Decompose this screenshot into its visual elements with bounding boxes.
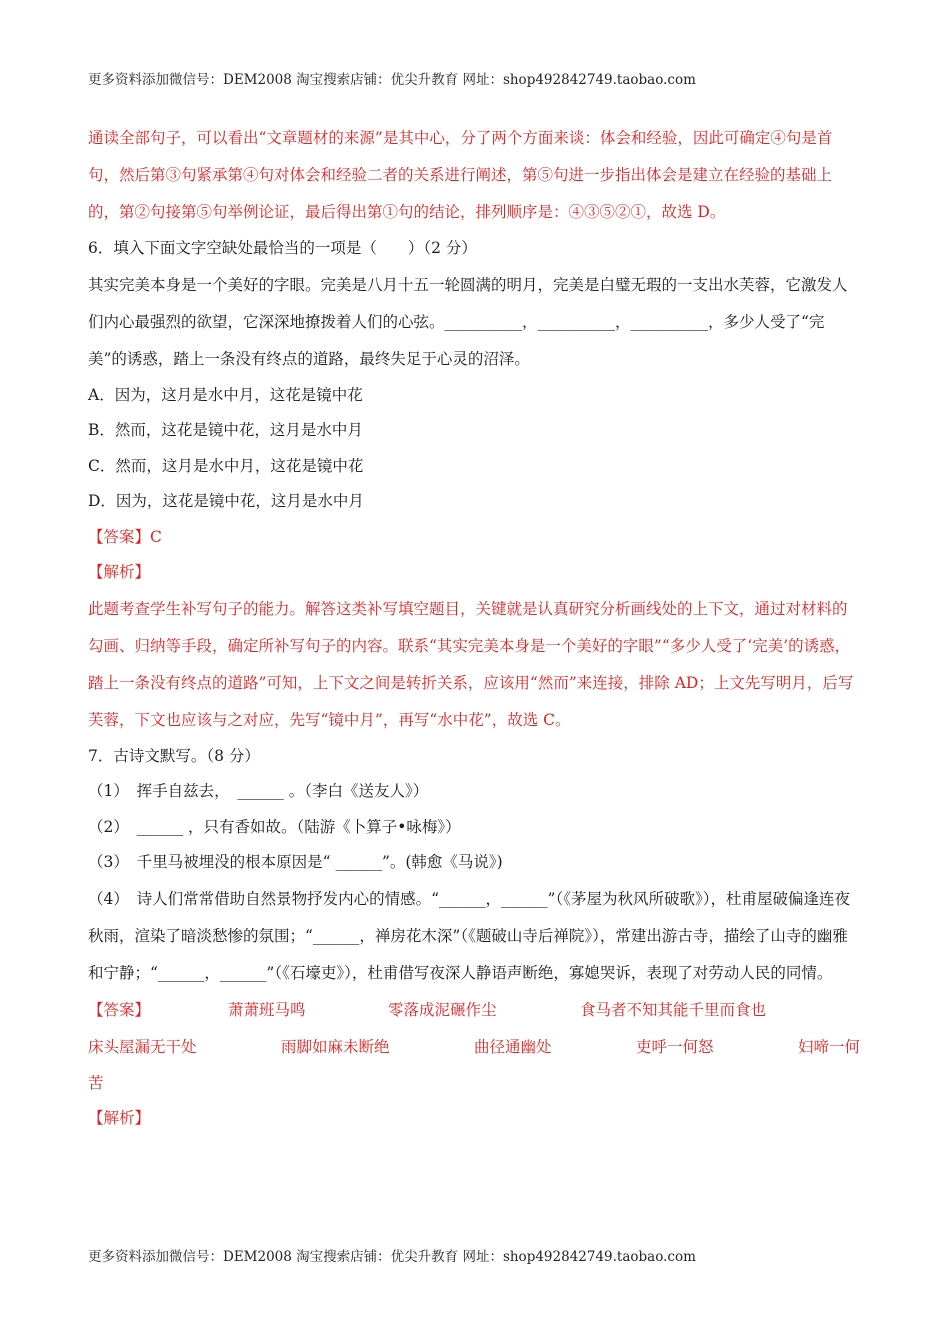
- option-b: B．然而，这花是镜中花，这月是水中月: [88, 421, 363, 439]
- question-7-item-4: （4） 诗人们常常借助自然景物抒发内心的情感。“______，______”（《茅屋为秋风所破歌》），杜甫屋破偏逢连夜秋雨，渲染了暗淡愁惨的氛围；“______，禅房花木深”（《题破山寺后禅院》），常建出游古寺，描绘了山寺的幽雅和宁静；“______，______”（《石壕吏》），杜甫借写夜深人静语声断绝，寡媳哭诉，表现了对劳动人民的同情。: [88, 889, 850, 982]
- question-6-title: 6．填入下面文字空缺处最恰当的一项是（ ）（2 分）: [88, 239, 477, 257]
- answer-item: 曲径通幽处: [473, 1037, 552, 1056]
- option-d: D．因为，这花是镜中花，这月是水中月: [88, 492, 364, 510]
- option-a: A．因为，这月是水中月，这花是镜中花: [88, 385, 363, 404]
- question-7-answer-label: 【答案】: [88, 1000, 151, 1019]
- question-7-title: 7．古诗文默写。（8 分）: [88, 746, 260, 765]
- answer-item: 妇啼一何: [797, 1037, 860, 1056]
- question-7-item-2: （2） ______ ，只有香如故。（陆游《卜算子•咏梅》）: [88, 817, 461, 836]
- answer-item: 零落成泥碾作尘: [388, 1000, 497, 1019]
- page-content: [88, 120, 860, 1137]
- option-c: C．然而，这月是水中月，这花是镜中花: [88, 456, 364, 475]
- answer-item: 食马者不知其能千里而食也: [580, 1000, 767, 1019]
- question-7-answers-row-3: 苦: [88, 1073, 104, 1092]
- question-6-analysis: 此题考查学生补写句子的能力。解答这类补写填空题目，关键就是认真研究分析画线处的上下文，通过对材料的勾画、归纳等手段，确定所补写句子的内容。联系“其实完美本身是一个美好的字眼”“多少人受了‘完美’的诱惑，踏上一条没有终点的道路”可知，上下文之间是转折关系，应该用“然而”来连接，排除 AD；上文先写明月，后写芙蓉，下文也应该与之对应，先写“镜中月”，再写“水中花”，故选 C。: [88, 599, 854, 729]
- page-header: 更多资料添加微信号：DEM2008 淘宝搜索店铺：优尖升教育 网址：shop492842749.taobao.com: [88, 72, 696, 88]
- question-6-analysis-label: 【解析】: [88, 563, 151, 581]
- question-7-answers-row-2: [88, 1029, 860, 1066]
- answer-item: 萧萧班马鸣: [228, 1000, 306, 1019]
- question-6-answer: 【答案】C: [88, 527, 162, 546]
- question-7-item-1: （1） 挥手自兹去， ______ 。（李白《送友人》）: [88, 782, 429, 800]
- answer-item: 吏呼一何怒: [635, 1037, 714, 1056]
- question-7-analysis-label: 【解析】: [88, 1109, 151, 1127]
- answer-item: 床头屋漏无干处: [88, 1037, 197, 1056]
- question-7-item-3: （3） 千里马被埋没的根本原因是“ ______”。(韩愈《马说》): [88, 853, 503, 871]
- question-6-passage: 其实完美本身是一个美好的字眼。完美是八月十五一轮圆满的明月，完美是白璧无瑕的一支出水芙蓉，它激发人们内心最强烈的欲望，它深深地撩拨着人们的心弦。__________，__________，__________，多少人受了“完美”的诱惑，踏上一条没有终点的道路，最终失足于心灵的沼泽。: [88, 275, 848, 368]
- previous-analysis-text: 通读全部句子，可以看出“文章题材的来源”是其中心，分了两个方面来谈：体会和经验，因此可确定④句是首句，然后第③句紧承第④句对体会和经验二者的关系进行阐述，第⑤句进一步指出体会是建立在经验的基础上的，第②句接第⑤句举例论证，最后得出第①句的结论，排列顺序是：④③⑤②①，故选 D。: [88, 129, 833, 221]
- answer-item: 雨脚如麻未断绝: [280, 1037, 390, 1056]
- question-7-answers-row-1: [88, 992, 860, 1029]
- page-footer: 更多资料添加微信号：DEM2008 淘宝搜索店铺：优尖升教育 网址：shop492842749.taobao.com: [88, 1249, 696, 1265]
